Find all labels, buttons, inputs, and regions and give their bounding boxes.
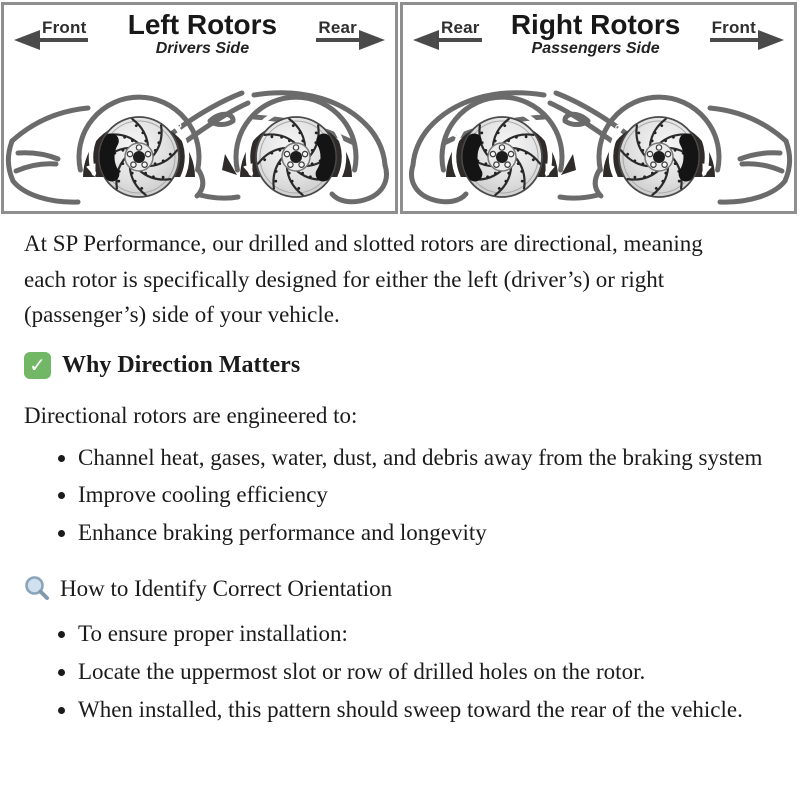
rear-label: Rear xyxy=(316,19,359,42)
right-panel-titles xyxy=(482,11,710,58)
svg-text:Rotation: Rotation xyxy=(606,101,650,141)
rotor-direction-diagram xyxy=(0,0,800,214)
rear-direction xyxy=(413,19,482,42)
section-heading-identify-orientation xyxy=(24,571,776,607)
list-item: • When installed, this pattern should sweep toward the rear of the vehicle. xyxy=(78,692,776,728)
front-direction xyxy=(14,19,88,42)
section1-lead: Directional rotors are engineered to: xyxy=(24,403,358,429)
front-direction xyxy=(710,19,784,42)
left-rotors-panel xyxy=(1,2,398,214)
panel-subtitle: Drivers Side xyxy=(155,40,250,57)
left-car-illustration xyxy=(4,53,395,211)
list-item: • Improve cooling efficiency xyxy=(78,477,776,513)
panel-title: Right Rotors xyxy=(510,9,681,40)
panel-subtitle: Passengers Side xyxy=(531,40,660,57)
heading-text: Why Direction Matters xyxy=(62,351,301,378)
svg-text:Rotation: Rotation xyxy=(296,100,343,133)
intro-paragraph: At SP Performance, our drilled and slotted rotors are directional, meaning each rotor is specifically designed for either the left (driver’s) or right (passenger’s) side of your vehicle. xyxy=(24,231,703,328)
rear-label: Rear xyxy=(439,19,482,42)
section2-bullet-list xyxy=(24,616,776,727)
section-heading-why-direction-matters xyxy=(24,347,776,384)
list-item: • To ensure proper installation: xyxy=(78,616,776,652)
magnifying-glass-icon xyxy=(24,575,51,602)
check-mark-icon: ✓ xyxy=(24,352,51,379)
left-panel-titles xyxy=(88,11,316,58)
article xyxy=(0,214,800,727)
rear-direction xyxy=(316,19,385,42)
list-item: • Enhance braking performance and longevity xyxy=(78,515,776,551)
heading-text: How to Identify Correct Orientation xyxy=(60,575,393,601)
right-rotors-panel xyxy=(400,2,797,214)
front-label: Front xyxy=(40,19,88,42)
section1-bullet-list xyxy=(24,440,776,551)
arrow-right-icon xyxy=(758,30,784,50)
panel-title: Left Rotors xyxy=(127,9,278,40)
svg-text:Rotation: Rotation xyxy=(449,101,493,141)
left-panel-header xyxy=(4,5,395,57)
list-item: • Channel heat, gases, water, dust, and debris away from the braking system xyxy=(78,440,776,476)
right-panel-header xyxy=(403,5,794,57)
arrow-left-icon xyxy=(413,30,439,50)
svg-text:Rotation: Rotation xyxy=(139,100,186,133)
arrow-left-icon xyxy=(14,30,40,50)
front-label: Front xyxy=(710,19,758,42)
list-item: • Locate the uppermost slot or row of drilled holes on the rotor. xyxy=(78,654,776,690)
right-car-illustration xyxy=(403,53,794,211)
arrow-right-icon xyxy=(359,30,385,50)
